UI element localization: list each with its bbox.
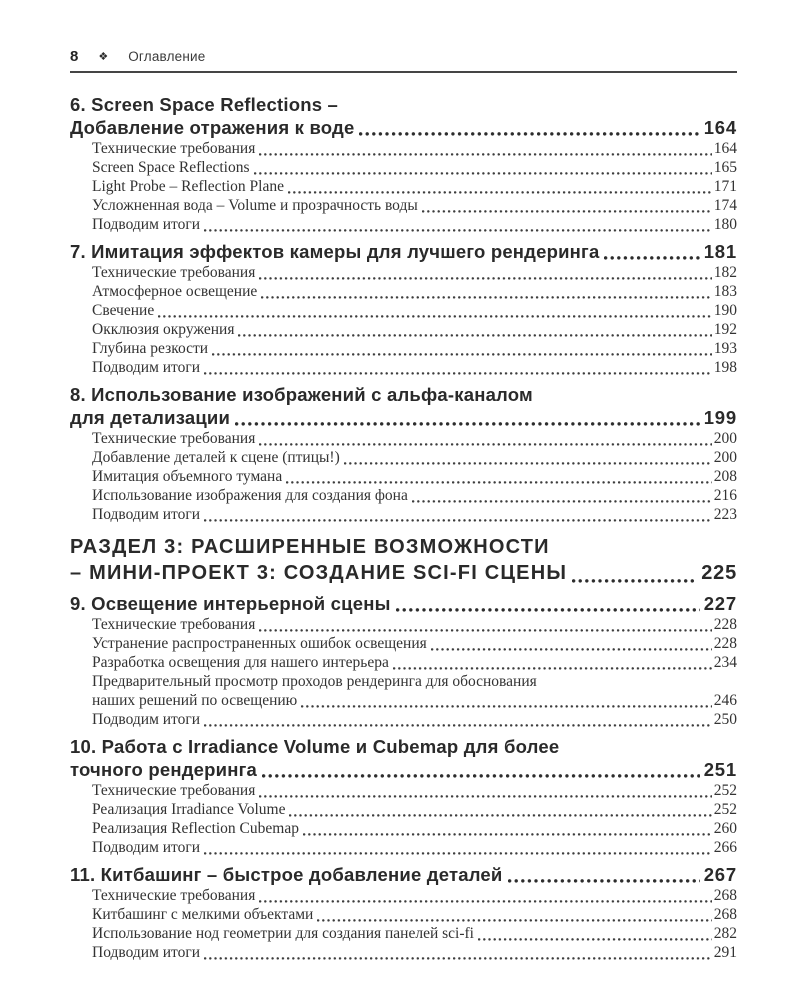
dot-leader — [261, 296, 711, 299]
entry-text: Подводим итоги — [92, 506, 201, 523]
entry-text: Технические требования — [92, 887, 256, 904]
dot-leader — [254, 172, 712, 175]
entry-text: Китбашинг с мелкими объектами — [92, 906, 314, 923]
page-number: 200 — [713, 449, 737, 466]
diamond-ornament-icon: ❖ — [98, 51, 109, 63]
toc-entry[interactable] — [70, 448, 737, 467]
entry-row — [92, 215, 737, 234]
entry-row — [92, 339, 737, 358]
entry-text: Усложненная вода – Volume и прозрачность воды — [92, 197, 418, 214]
entry-text: Использование нод геометрии для создания панелей sci-fi — [92, 925, 474, 942]
entry-text: наших решений по освещению — [92, 692, 298, 709]
dot-leader — [238, 334, 711, 337]
entry-text: Технические требования — [92, 264, 256, 281]
entry-row — [92, 158, 737, 177]
page-number: 171 — [713, 178, 737, 195]
entry-row — [92, 838, 737, 857]
toc-entry[interactable] — [70, 924, 737, 943]
entry-row — [92, 905, 737, 924]
entry-line — [92, 672, 737, 691]
page-number-folio: 8 — [70, 48, 79, 65]
entry-row — [92, 505, 737, 524]
title-text: 8. Использование изображений с альфа-каналом — [70, 384, 533, 405]
toc-entry[interactable] — [70, 358, 737, 377]
page-number: 208 — [713, 468, 737, 485]
toc-entry[interactable] — [70, 615, 737, 634]
title-row — [70, 406, 737, 429]
toc-entry[interactable] — [70, 819, 737, 838]
entry-row — [92, 924, 737, 943]
dot-leader — [301, 705, 711, 708]
entry-text: Технические требования — [92, 430, 256, 447]
entry-row — [92, 653, 737, 672]
page-number: 251 — [703, 759, 737, 780]
entry-row — [92, 800, 737, 819]
title-text: для детализации — [70, 407, 231, 428]
dot-leader — [289, 814, 711, 817]
page-number: 174 — [713, 197, 737, 214]
title-row — [70, 863, 737, 886]
title-text: 10. Работа с Irradiance Volume и Cubemap для более — [70, 736, 560, 757]
dot-leader — [204, 519, 712, 522]
entry-text: Подводим итоги — [92, 359, 201, 376]
page-number: 192 — [713, 321, 737, 338]
entry-text: Реализация Reflection Cubemap — [92, 820, 299, 837]
toc-entry[interactable] — [70, 781, 737, 800]
entry-text: Подводим итоги — [92, 216, 201, 233]
toc-chapter-block — [70, 735, 737, 857]
entry-row — [92, 263, 737, 282]
page-number: 268 — [713, 906, 737, 923]
title-text: точного рендеринга — [70, 759, 258, 780]
dot-leader — [412, 500, 712, 503]
page-number: 180 — [713, 216, 737, 233]
title-text: 7. Имитация эффектов камеры для лучшего рендеринга — [70, 241, 600, 262]
toc-chapter-block — [70, 93, 737, 234]
page-number: 282 — [713, 925, 737, 942]
dot-leader — [204, 852, 712, 855]
toc-chapter-entry[interactable] — [70, 93, 737, 139]
running-header — [70, 50, 737, 73]
toc-entry[interactable] — [70, 320, 737, 339]
entry-text: Разработка освещения для нашего интерьера — [92, 654, 389, 671]
toc-entry[interactable] — [70, 886, 737, 905]
page-number: 267 — [703, 864, 737, 885]
entry-row — [92, 358, 737, 377]
dot-leader — [259, 153, 711, 156]
dot-leader — [259, 629, 711, 632]
title-text: – МИНИ-ПРОЕКТ 3: СОЗДАНИЕ SCI-FI СЦЕНЫ — [70, 562, 568, 584]
toc-entry[interactable] — [70, 158, 737, 177]
entry-text: Технические требования — [92, 140, 256, 157]
entry-text: Технические требования — [92, 616, 256, 633]
title-line — [70, 93, 737, 116]
toc-chapter-block — [70, 592, 737, 729]
dot-leader — [212, 353, 712, 356]
page-number: 223 — [713, 506, 737, 523]
entry-text: Подводим итоги — [92, 944, 201, 961]
dot-leader — [288, 191, 712, 194]
dot-leader — [204, 229, 712, 232]
entry-text: Глубина резкости — [92, 340, 209, 357]
entry-text: Технические требования — [92, 782, 256, 799]
dot-leader — [158, 315, 712, 318]
entry-row — [92, 819, 737, 838]
page-number: 266 — [713, 839, 737, 856]
entry-row — [92, 467, 737, 486]
toc-entry[interactable] — [70, 339, 737, 358]
toc-entry[interactable] — [70, 429, 737, 448]
toc-entry[interactable] — [70, 800, 737, 819]
page-number: 246 — [713, 692, 737, 709]
entry-text: Подводим итоги — [92, 711, 201, 728]
toc-part-heading-block — [70, 534, 737, 586]
toc-entry[interactable] — [70, 263, 737, 282]
toc-chapter-block — [70, 383, 737, 524]
page-number: 227 — [703, 593, 737, 614]
page-number: 291 — [713, 944, 737, 961]
dot-leader — [396, 608, 700, 612]
toc-entry[interactable] — [70, 301, 737, 320]
page-number: 234 — [713, 654, 737, 671]
entry-row — [92, 943, 737, 962]
toc-entry[interactable] — [70, 505, 737, 524]
entry-text: Окклюзия окружения — [92, 321, 235, 338]
entry-text: Предварительный просмотр проходов рендеринга для обоснования — [92, 673, 537, 690]
toc-chapter-entry[interactable] — [70, 240, 737, 263]
page-number: 193 — [713, 340, 737, 357]
toc-entry[interactable] — [70, 710, 737, 729]
title-text: РАЗДЕЛ 3: РАСШИРЕННЫЕ ВОЗМОЖНОСТИ — [70, 536, 550, 558]
toc-chapter-entry[interactable] — [70, 863, 737, 886]
entry-text: Screen Space Reflections — [92, 159, 250, 176]
page-number: 216 — [713, 487, 737, 504]
toc-entry[interactable] — [70, 139, 737, 158]
entry-row — [92, 196, 737, 215]
entry-row — [92, 301, 737, 320]
dot-leader — [572, 579, 697, 583]
toc-entry[interactable] — [70, 177, 737, 196]
entry-text: Light Probe – Reflection Plane — [92, 178, 284, 195]
entry-row — [92, 486, 737, 505]
toc-entry[interactable] — [70, 943, 737, 962]
entry-text: Атмосферное освещение — [92, 283, 258, 300]
entry-text: Свечение — [92, 302, 155, 319]
page-number: 250 — [713, 711, 737, 728]
title-text: 9. Освещение интерьерной сцены — [70, 593, 391, 614]
toc-chapter-block — [70, 240, 737, 377]
entry-row — [92, 429, 737, 448]
dot-leader — [303, 833, 712, 836]
entry-row — [92, 615, 737, 634]
title-row — [70, 560, 737, 586]
toc-entry[interactable] — [70, 672, 737, 710]
page-number: 181 — [703, 241, 737, 262]
toc-entry[interactable] — [70, 486, 737, 505]
toc-entry[interactable] — [70, 838, 737, 857]
page-number: 182 — [713, 264, 737, 281]
toc-entry[interactable] — [70, 653, 737, 672]
title-text: 6. Screen Space Reflections – — [70, 94, 339, 115]
entry-row — [92, 320, 737, 339]
dot-leader — [259, 443, 711, 446]
toc-chapter-block — [70, 863, 737, 962]
page-number: 165 — [713, 159, 737, 176]
entry-text: Добавление деталей к сцене (птицы!) — [92, 449, 340, 466]
page-number: 164 — [703, 117, 737, 138]
entry-row — [92, 139, 737, 158]
dot-leader — [259, 795, 711, 798]
dot-leader — [431, 648, 712, 651]
page-number: 198 — [713, 359, 737, 376]
dot-leader — [235, 422, 700, 426]
dot-leader — [204, 372, 712, 375]
toc-chapter-entry[interactable] — [70, 383, 737, 429]
title-line — [70, 534, 737, 560]
dot-leader — [286, 481, 712, 484]
title-line — [70, 735, 737, 758]
page-number: 268 — [713, 887, 737, 904]
title-row — [70, 240, 737, 263]
running-header-title: Оглавление — [128, 49, 206, 64]
title-line — [70, 383, 737, 406]
entry-text: Использование изображения для создания фона — [92, 487, 408, 504]
title-row — [70, 758, 737, 781]
entry-row — [92, 886, 737, 905]
dot-leader — [344, 462, 712, 465]
entry-row — [92, 710, 737, 729]
page-number: 228 — [713, 635, 737, 652]
entry-row — [92, 448, 737, 467]
page-number: 225 — [701, 562, 737, 584]
toc-entry[interactable] — [70, 215, 737, 234]
page-number: 252 — [713, 782, 737, 799]
dot-leader — [359, 132, 699, 136]
toc-entry[interactable] — [70, 467, 737, 486]
dot-leader — [317, 919, 711, 922]
title-row — [70, 116, 737, 139]
title-text: Добавление отражения к воде — [70, 117, 355, 138]
dot-leader — [204, 724, 712, 727]
toc-chapter-entry[interactable] — [70, 592, 737, 615]
dot-leader — [259, 277, 711, 280]
toc-chapter-entry[interactable] — [70, 735, 737, 781]
table-of-contents — [70, 73, 737, 962]
dot-leader — [393, 667, 712, 670]
entry-row — [92, 691, 737, 710]
dot-leader — [604, 256, 699, 260]
page-number: 200 — [713, 430, 737, 447]
entry-row — [92, 177, 737, 196]
page-number: 252 — [713, 801, 737, 818]
entry-text: Имитация объемного тумана — [92, 468, 283, 485]
page-number: 164 — [713, 140, 737, 157]
entry-row — [92, 282, 737, 301]
toc-entry[interactable] — [70, 905, 737, 924]
toc-entry[interactable] — [70, 282, 737, 301]
toc-entry[interactable] — [70, 634, 737, 653]
title-text: 11. Китбашинг – быстрое добавление деталей — [70, 864, 503, 885]
toc-part-entry[interactable] — [70, 534, 737, 586]
page-number: 228 — [713, 616, 737, 633]
entry-row — [92, 781, 737, 800]
dot-leader — [204, 957, 712, 960]
page-number: 199 — [703, 407, 737, 428]
entry-text: Реализация Irradiance Volume — [92, 801, 286, 818]
page-number: 183 — [713, 283, 737, 300]
dot-leader — [262, 774, 700, 778]
entry-text: Устранение распространенных ошибок освещения — [92, 635, 427, 652]
dot-leader — [259, 900, 711, 903]
page-number: 260 — [713, 820, 737, 837]
toc-entry[interactable] — [70, 196, 737, 215]
dot-leader — [478, 938, 712, 941]
dot-leader — [508, 879, 700, 883]
page-number: 190 — [713, 302, 737, 319]
title-row — [70, 592, 737, 615]
entry-row — [92, 634, 737, 653]
entry-text: Подводим итоги — [92, 839, 201, 856]
dot-leader — [422, 210, 712, 213]
